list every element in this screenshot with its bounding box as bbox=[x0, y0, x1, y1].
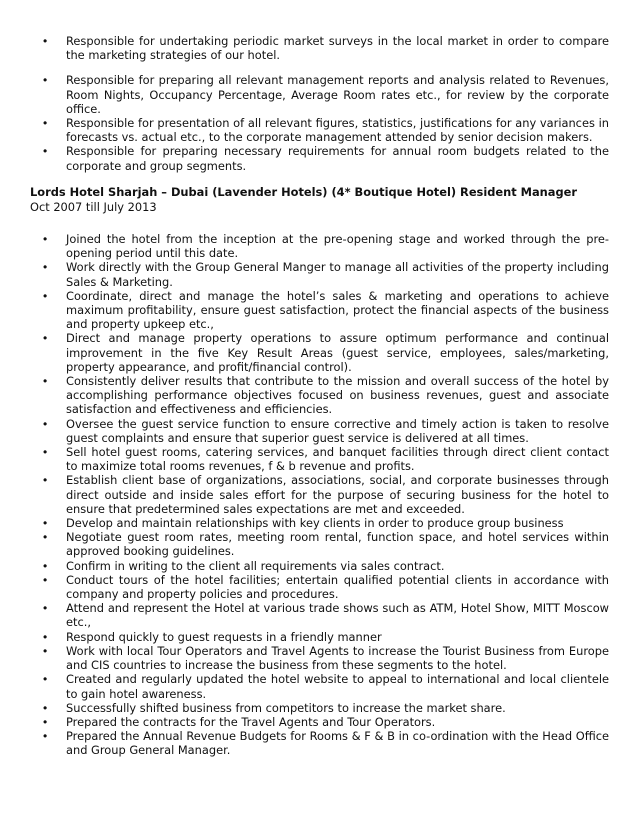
bullet-item: • Responsible for undertaking periodic market surveys in the local market in order to compare the marketing strategies of our hotel. bbox=[0, 34, 638, 62]
bullet-item: • Work with local Tour Operators and Travel Agents to increase the Tourist Business from Europe and CIS countries to increase the business from these segments to the hotel. bbox=[0, 644, 638, 672]
bullet-item: • Consistently deliver results that contribute to the mission and overall success of the hotel by accomplishing performance objectives focused on business revenues, guest and associate satisfaction and effectiveness and efficiencies. bbox=[0, 374, 638, 417]
bullet-item: • Successfully shifted business from competitors to increase the market share. bbox=[0, 701, 638, 715]
bullet-item: • Direct and manage property operations to assure optimum performance and continual improvement in the five Key Result Areas (guest service, employees, sales/marketing, property appearance, and profit/financial control). bbox=[0, 331, 638, 374]
bullet-item: • Created and regularly updated the hotel website to appeal to international and local clientele to gain hotel awareness. bbox=[0, 672, 638, 700]
bullet-item: • Oversee the guest service function to ensure corrective and timely action is taken to resolve guest complaints and ensure that superior guest service is delivered at all times. bbox=[0, 417, 638, 445]
bullet-item: • Responsible for presentation of all relevant figures, statistics, justifications for any variances in forecasts vs. actual etc., to the corporate management attended by senior decision makers. bbox=[0, 116, 638, 144]
job-dates: Oct 2007 till July 2013 bbox=[30, 200, 157, 214]
bullet-item: • Responsible for preparing all relevant management reports and analysis related to Revenues, Room Nights, Occupancy Percentage, Average Room rates etc., for review by the corporate office. bbox=[0, 73, 638, 116]
bullet-item: • Prepared the Annual Revenue Budgets for Rooms & F & B in co-ordination with the Head Office and Group General Manager. bbox=[0, 729, 638, 757]
bullet-item: • Sell hotel guest rooms, catering services, and banquet facilities through direct client contact to maximize total rooms revenues, f & b revenue and profits. bbox=[0, 445, 638, 473]
bullet-item: • Conduct tours of the hotel facilities; entertain qualified potential clients in accordance with company and property policies and procedures. bbox=[0, 573, 638, 601]
bullet-item: • Attend and represent the Hotel at various trade shows such as ATM, Hotel Show, MITT Moscow etc., bbox=[0, 601, 638, 629]
bullet-item: • Responsible for preparing necessary requirements for annual room budgets related to the corporate and group segments. bbox=[0, 144, 638, 172]
job-duties-list bbox=[0, 232, 638, 758]
bullet-item: • Negotiate guest room rates, meeting room rental, function space, and hotel services within approved booking guidelines. bbox=[0, 530, 638, 558]
bullet-item: • Develop and maintain relationships with key clients in order to produce group business bbox=[0, 516, 638, 530]
bullet-item: • Prepared the contracts for the Travel Agents and Tour Operators. bbox=[0, 715, 638, 729]
bullet-item: • Coordinate, direct and manage the hotel’s sales & marketing and operations to achieve maximum profitability, ensure guest satisfaction, protect the financial aspects of the business and property upkeep etc., bbox=[0, 289, 638, 332]
bullet-item: • Establish client base of organizations, associations, social, and corporate businesses through direct outside and inside sales effort for the purpose of securing business for the hotel to ensure that predetermined sales expectations are met and exceeded. bbox=[0, 473, 638, 516]
bullet-item: • Respond quickly to guest requests in a friendly manner bbox=[0, 630, 638, 644]
responsibilities-list bbox=[0, 34, 638, 173]
bullet-item: • Joined the hotel from the inception at the pre-opening stage and worked through the pre-opening period until this date. bbox=[0, 232, 638, 260]
job-title: Lords Hotel Sharjah – Dubai (Lavender Hotels) (4* Boutique Hotel) Resident Manager bbox=[30, 185, 577, 199]
bullet-item: • Confirm in writing to the client all requirements via sales contract. bbox=[0, 559, 638, 573]
bullet-item: • Work directly with the Group General Manger to manage all activities of the property including Sales & Marketing. bbox=[0, 260, 638, 288]
